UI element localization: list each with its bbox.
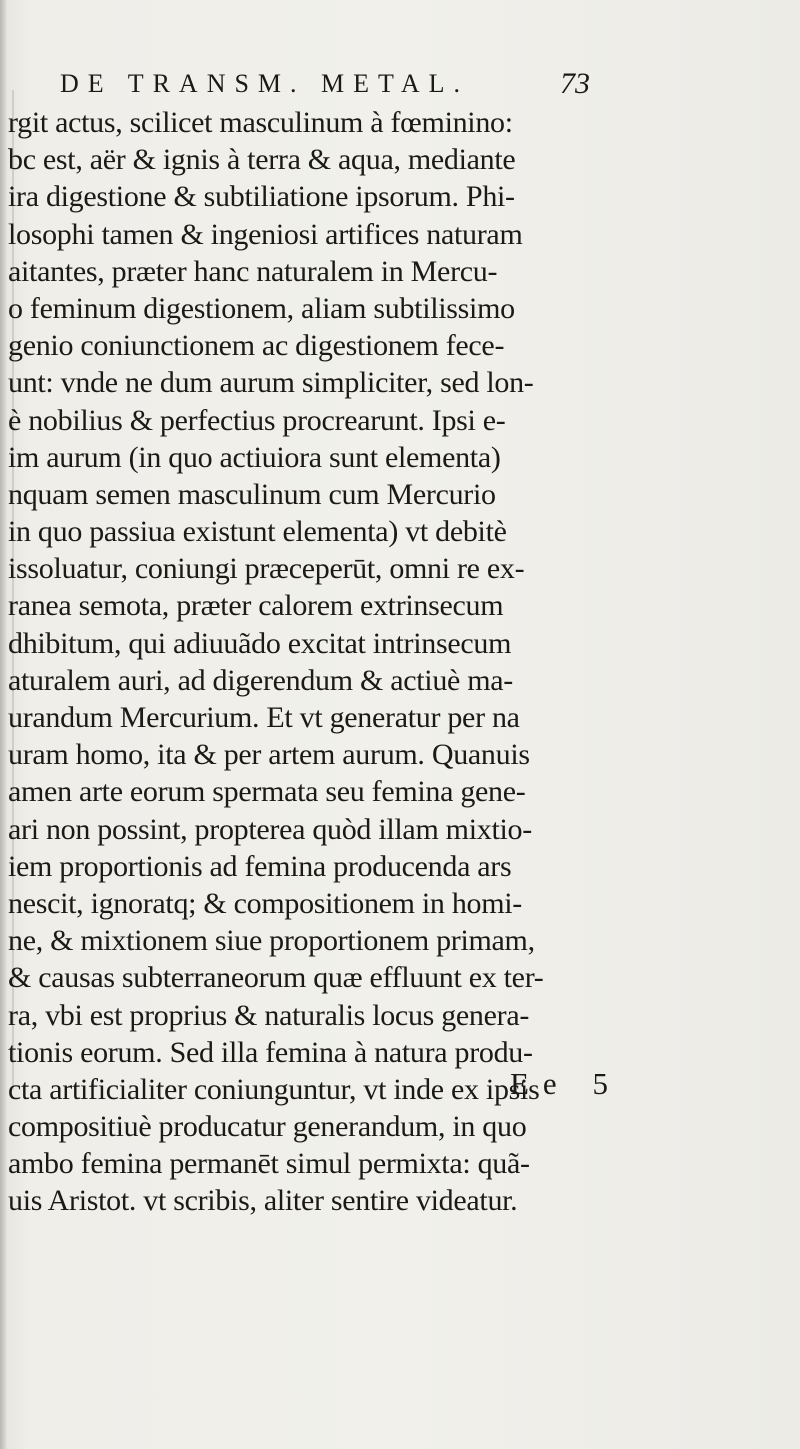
page-number: 73: [560, 67, 590, 100]
text-line: rgit actus, scilicet masculinum à fœminino:: [8, 106, 513, 139]
text-line: unt: vnde ne dum aurum simpliciter, sed lon-: [8, 366, 534, 400]
text-line: tionis eorum. Sed illa femina à natura produ-: [8, 1035, 533, 1069]
text-line: ambo femina permanēt simul permixta: quã-: [8, 1147, 530, 1181]
text-line: aitantes, præter hanc naturalem in Mercu-: [8, 254, 498, 288]
text-line: aturalem auri, ad digerendum & actiuè ma-: [8, 663, 513, 697]
text-line: issoluatur, coniungi præceperūt, omni re ex-: [8, 552, 525, 586]
text-line: uis Aristot. vt scribis, aliter sentire videatur.: [8, 1184, 518, 1218]
text-line: è nobilius & perfectius procrearunt. Ipsi e-: [8, 403, 506, 437]
text-line: im aurum (in quo actiuiora sunt elementa): [8, 440, 501, 474]
text-line: ira digestione & subtiliatione ipsorum. Phi-: [8, 180, 515, 214]
text-line: o feminum digestionem, aliam subtilissimo: [8, 291, 515, 325]
text-line: ari non possint, propterea quòd illam mixtio-: [8, 812, 532, 846]
text-line: bc est, aër & ignis à terra & aqua, mediante: [8, 143, 516, 177]
text-line: ranea semota, præter calorem extrinsecum: [8, 589, 504, 623]
text-line: nquam semen masculinum cum Mercurio: [8, 477, 496, 511]
text-line: uram homo, ita & per artem aurum. Quanuis: [8, 738, 530, 772]
text-line: nescit, ignoratq; & compositionem in homi-: [8, 886, 522, 920]
text-line: ne, & mixtionem siue proportionem primam,: [8, 924, 535, 958]
text-line: dhibitum, qui adiuuãdo excitat intrinsecum: [8, 626, 512, 660]
running-head-title: DE TRANSM. METAL.: [60, 69, 470, 98]
text-line: urandum Mercurium. Et vt generatur per na: [8, 701, 520, 734]
text-line: iem proportionis ad femina producenda ars: [8, 849, 512, 883]
text-line: compositiuè producatur generandum, in quo: [8, 1110, 527, 1144]
text-line: amen arte eorum spermata seu femina gene-: [8, 775, 526, 809]
running-head: [60, 64, 760, 104]
page-gutter-edge: [0, 0, 6, 1449]
text-line: in quo passiua existunt elementa) vt debitè: [8, 515, 507, 549]
signature-mark: Ee 5: [510, 1066, 622, 1101]
body-text: [8, 104, 788, 1220]
text-line: losophi tamen & ingeniosi artifices naturam: [8, 217, 523, 251]
text-line: genio coniunctionem ac digestionem fece-: [8, 329, 505, 363]
text-line: ra, vbi est proprius & naturalis locus genera-: [8, 998, 530, 1032]
text-line: & causas subterraneorum quæ effluunt ex ter-: [8, 961, 544, 995]
text-line: cta artificialiter coniunguntur, vt inde ex ipsis: [8, 1072, 540, 1106]
